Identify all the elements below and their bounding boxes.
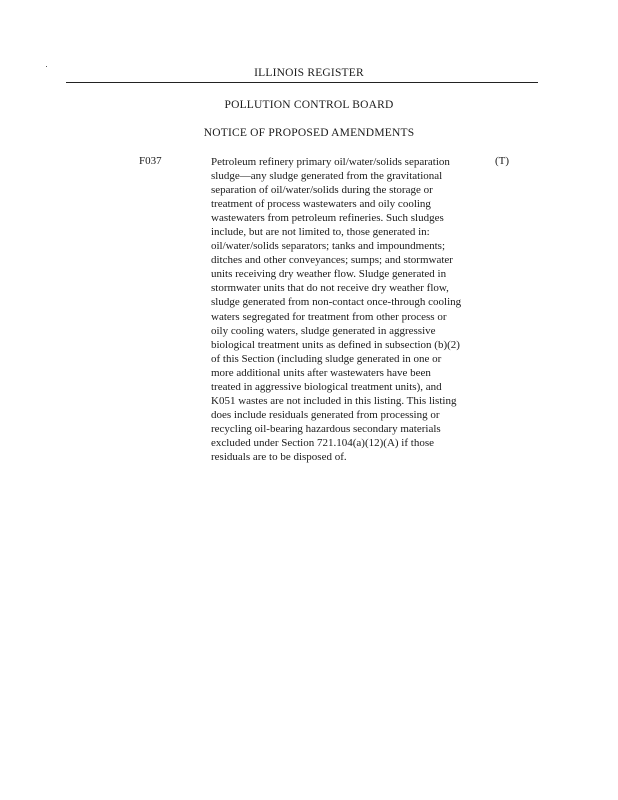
description-line: separation of oil/water/solids during the storage or — [211, 184, 433, 197]
notice-title: NOTICE OF PROPOSED AMENDMENTS — [203, 127, 415, 139]
description-line: ditches and other conveyances; sumps; and stormwater — [211, 254, 453, 267]
header-rule — [66, 82, 538, 83]
waste-code: F037 — [139, 155, 162, 167]
description-line: treated in aggressive biological treatment units), and — [211, 380, 442, 393]
description-line: does include residuals generated from processing or — [211, 408, 440, 421]
description-line: oily cooling waters, sludge generated in aggressive — [211, 324, 436, 337]
description-line: excluded under Section 721.104(a)(12)(A) if those — [211, 436, 434, 449]
board-title: POLLUTION CONTROL BOARD — [224, 99, 394, 111]
description-line: sludge generated from non-contact once-through cooling — [211, 296, 462, 309]
description-line: Petroleum refinery primary oil/water/solids separation — [211, 156, 450, 168]
description-line: stormwater units that do not receive dry weather flow, — [211, 282, 449, 295]
description-line: units receiving dry weather flow. Sludge generated in — [211, 268, 447, 281]
description-line: K051 wastes are not included in this listing. This listing — [211, 394, 457, 407]
description-line: recycling oil-bearing hazardous secondary materials — [211, 422, 441, 435]
description-line: biological treatment units as defined in subsection (b)(2) — [211, 338, 460, 351]
description-line: oil/water/solids separators; tanks and impoundments; — [211, 240, 446, 253]
description-line: waters segregated for treatment from other process or — [211, 310, 447, 323]
description-line: more additional units after wastewaters have been — [211, 366, 431, 379]
description-line: of this Section (including sludge generated in one or — [211, 352, 442, 365]
description-line: sludge—any sludge generated from the gravitational — [211, 170, 443, 183]
waste-description — [211, 155, 491, 464]
description-line: include, but are not limited to, those generated in: — [211, 226, 430, 239]
description-line: wastewaters from petroleum refineries. Such sludges — [211, 212, 444, 225]
description-line: treatment of process wastewaters and oily cooling — [211, 198, 431, 211]
register-title: ILLINOIS REGISTER — [254, 67, 364, 79]
description-line: residuals are to be disposed of. — [211, 450, 347, 463]
hazard-code: (T) — [495, 155, 510, 167]
